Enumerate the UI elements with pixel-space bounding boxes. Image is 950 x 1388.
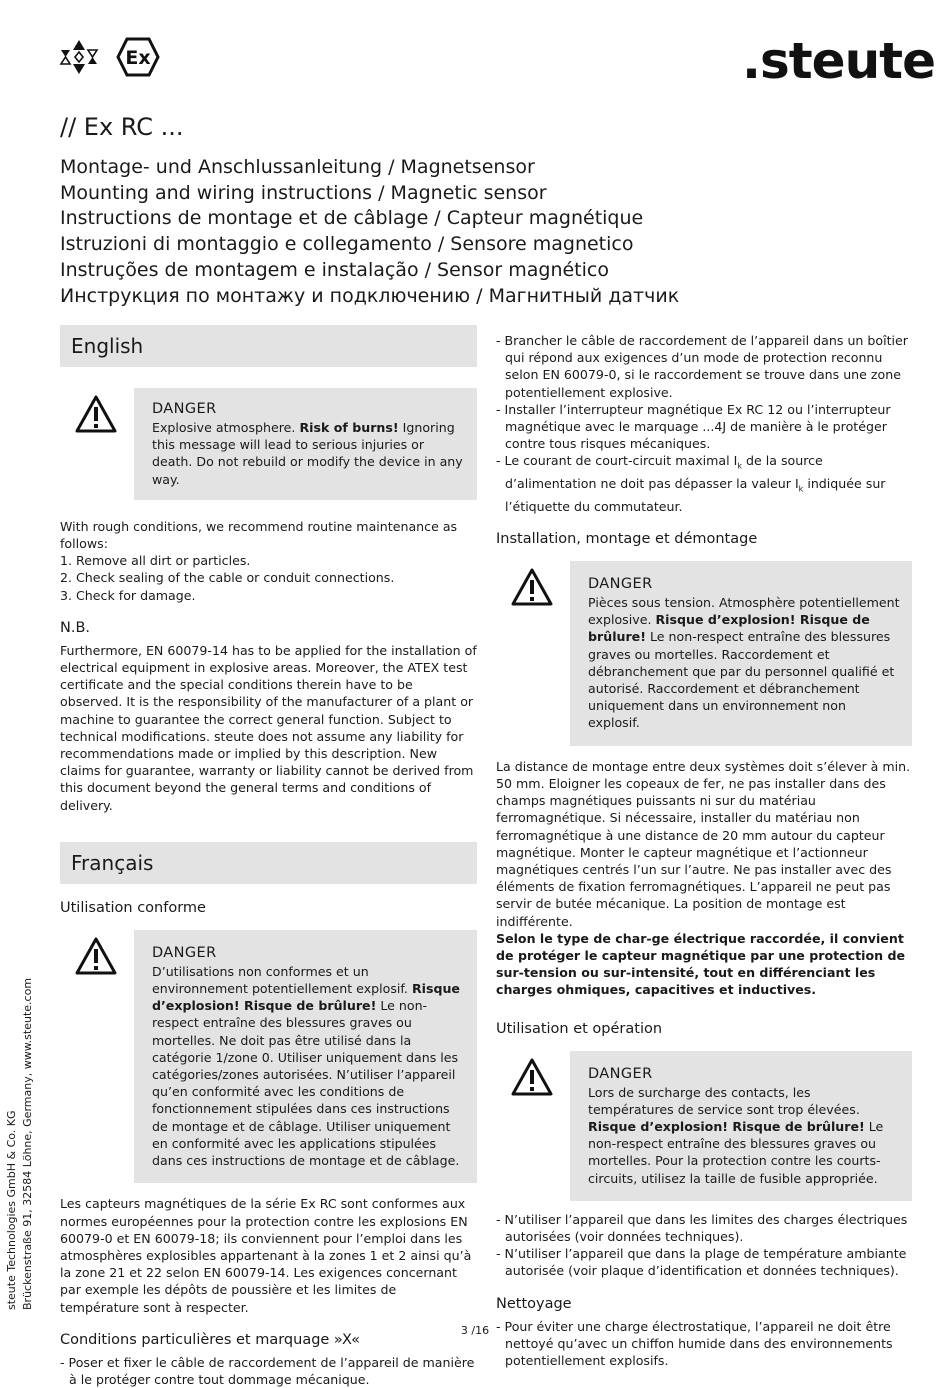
shortcircuit-item	[496, 452, 912, 515]
maintenance-intro: With rough conditions, we recommend routine maintenance as follows:	[60, 518, 458, 552]
subtitle-de: Montage- und Anschlussanleitung / Magnetsensor	[60, 156, 535, 178]
cleaning-heading: Nettoyage	[496, 1295, 572, 1312]
subtitle-ru: Инструкция по монтажу и подключению / Магнитный датчик	[60, 284, 680, 307]
danger-title: DANGER	[152, 401, 217, 417]
subtitle-fr: Instructions de montage et de câblage / Capteur magnétique	[60, 207, 644, 230]
danger-text: Lors de surcharge des contacts, les températures de service sont trop élevées.	[588, 1084, 860, 1117]
nb-text: Furthermore, EN 60079-14 has to be applied for the installation of electrical equipment in explosive areas. Moreover, the ATEX test certificate and the special conditions therein have to be observed. It is the responsibility of the manufacturer of a plant or machine to guarantee the correct general function. Subject to technical modifications. steute does not assume any liability for recommendations made or implied by this description. New claims for guarantee, warranty or liability cannot be derived from this document beyond the general terms and conditions of delivery.	[60, 642, 477, 813]
page-number: 3 /16	[460, 1324, 490, 1337]
operation-item: - N’utiliser l’appareil que dans la plage de température ambiante autorisée (voir plaque d’identification et données techniques).	[496, 1246, 907, 1279]
warning-triangle-icon	[74, 394, 118, 434]
operation-item: - N’utiliser l’appareil que dans les limites des charges électriques autorisées (voir données techniques).	[496, 1211, 908, 1244]
subtitle-en: Mounting and wiring instructions / Magnetic sensor	[60, 181, 547, 204]
warning-triangle-icon	[74, 936, 118, 976]
installation-heading: Installation, montage et démontage	[496, 531, 758, 548]
section-heading-english: English	[60, 325, 477, 367]
maintenance-step: 1. Remove all dirt or particles.	[60, 553, 251, 569]
company-name: steute Technologies GmbH & Co. KG	[5, 1110, 18, 1310]
danger-emphasis: Risque d’explosion! Risque de brûlure!	[152, 981, 460, 1014]
subscript: k	[798, 484, 804, 494]
shortcircuit-text: indiquée sur l’étiquette du commutateur.	[505, 476, 886, 514]
shortcircuit-text: - Le courant de court-circuit maximal I	[496, 453, 738, 469]
danger-emphasis: Risque d’explosion! Risque de brûlure!	[588, 1118, 865, 1134]
subtitle-it: Istruzioni di montaggio e collegamento / Sensore magnetico	[60, 233, 634, 256]
danger-box-operation	[496, 1051, 912, 1201]
warning-triangle-icon	[510, 567, 554, 607]
warning-triangle-icon	[510, 1057, 554, 1097]
nb-heading: N.B.	[60, 619, 91, 636]
installation-text: La distance de montage entre deux systèmes doit s’élever à min. 50 mm. Eloigner les copeaux de fer, ne pas installer dans des champs magnétiques puissants ni sur du matériau ferromagnétique. Si nécessaire, installer du matériau non ferromagnétique à une distance de 20 mm autour du capteur magnétique. Monter le capteur magnétique et l’actionneur magnétiques centrés l’un sur l’autre. Ne pas installer avec des éléments de fixation ferromagnétiques. L’appareil ne peut pas servir de butée mécanique. La position de montage est indifférente.	[496, 758, 911, 929]
danger-text: D’utilisations non conformes et un environnement potentiellement explosif.	[152, 963, 412, 997]
operation-heading: Utilisation et opération	[496, 1020, 663, 1037]
left-column	[60, 325, 477, 1388]
shortcircuit-text: de la source d’alimentation ne doit pas dépasser la valeur I	[505, 453, 823, 492]
danger-box-utilisation	[60, 930, 477, 1183]
section-heading-francais: Français	[60, 842, 477, 884]
utilisation-heading: Utilisation conforme	[60, 899, 206, 916]
company-address: Brückenstraße 91, 32584 Löhne, Germany, www.steute.com	[21, 977, 34, 1310]
side-address	[4, 978, 36, 1310]
danger-text: Explosive atmosphere.	[152, 420, 300, 435]
subtitle-pt: Instruções de montagem e instalação / Sensor magnético	[60, 258, 609, 281]
conformity-text: Les capteurs magnétiques de la série Ex RC sont conformes aux normes européennes pour la protection contre les explosions EN 60079-0 et EN 60079-18; ils conviennent pour l’emploi dans les atmosphères explosibles appartenant à la zones 1 et 2 ainsi qu’à la zone 21 et 22 selon EN 60079-14. Les exigences concernant par exemple les dépôts de poussière et les limites de température sont à respecter.	[60, 1196, 472, 1315]
brand-logo: .steute	[742, 32, 935, 90]
document-title: // Ex RC ...	[60, 113, 184, 141]
danger-text: Le non-respect entraîne des blessures graves ou mortelles. Ne doit pas être utilisé dans la catégorie 1/zone 0. Utiliser uniquement dans les catégories/zones autorisées. N’utiliser l’appareil qu’en conformité avec les conditions de fonctionnement stipulées dans ces instructions de montage et de câblage. Utiliser uniquement en conformité avec les applications stipulées dans ces instructions de montage et de câblage.	[152, 998, 460, 1169]
danger-box-english	[60, 388, 477, 500]
danger-title: DANGER	[588, 1065, 653, 1082]
tri-hazard-symbols-icon	[58, 38, 100, 76]
conditions-item: - Installer l’interrupteur magnétique Ex RC 12 ou l’interrupteur magnétique avec le marquage ...4J de manière à le protéger contre tous risques mécaniques.	[496, 401, 891, 452]
maintenance-step: 3. Check for damage.	[60, 587, 196, 603]
cleaning-item: - Pour éviter une charge électrostatique, l’appareil ne doit être nettoyé qu’avec un chiffon humide dans des environnements potentiellement explosifs.	[496, 1318, 893, 1368]
ex-hexagon-icon	[116, 37, 160, 77]
danger-text: Le non-respect entraîne des blessures graves ou mortelles. Raccordement et débranchement que par du personnel qualifié et autorisé. Raccordement et débranchement uniquement dans un environnement non explosif.	[588, 629, 895, 731]
subscript: k	[737, 461, 742, 471]
right-column	[496, 332, 912, 1369]
installation-bold-text: Selon le type de char-ge électrique raccordée, il convient de protéger le capteur magnétique par une protection de sur-tension ou sur-intensité, tout en différenciant les charges ohmiques, capacitives et inductives.	[496, 930, 906, 998]
svg-text:Ex: Ex	[125, 47, 151, 69]
danger-title: DANGER	[152, 944, 217, 961]
danger-emphasis: Risk of burns!	[299, 420, 399, 435]
conditions-item: - Poser et fixer le câble de raccordement de l’appareil de manière à le protéger contre tout dommage mécanique.	[60, 1354, 475, 1387]
subtitle-list	[60, 155, 679, 309]
maintenance-step: 2. Check sealing of the cable or conduit connections.	[60, 570, 395, 586]
danger-title: DANGER	[588, 576, 653, 593]
danger-text: Le non-respect entraîne des blessures graves ou mortelles. Pour la protection contre les courts-circuits, utilisez la taille de fusible appropriée.	[588, 1118, 884, 1186]
danger-emphasis: Risque d’explosion! Risque de brûlure!	[588, 612, 870, 645]
conditions-item: - Brancher le câble de raccordement de l’appareil dans un boîtier qui répond aux exigences d’un mode de protection reconnu selon EN 60079-0, si le raccordement se trouve dans une zone potentiellement explosive.	[496, 333, 908, 400]
conditions-heading: Conditions particulières et marquage »X«	[60, 1331, 361, 1348]
danger-text: Pièces sous tension. Atmosphère potentiellement explosive.	[588, 595, 900, 628]
danger-box-installation	[496, 561, 912, 746]
danger-text: Ignoring this message will lead to serious injuries or death. Do not rebuild or modify the device in any way.	[152, 420, 463, 487]
